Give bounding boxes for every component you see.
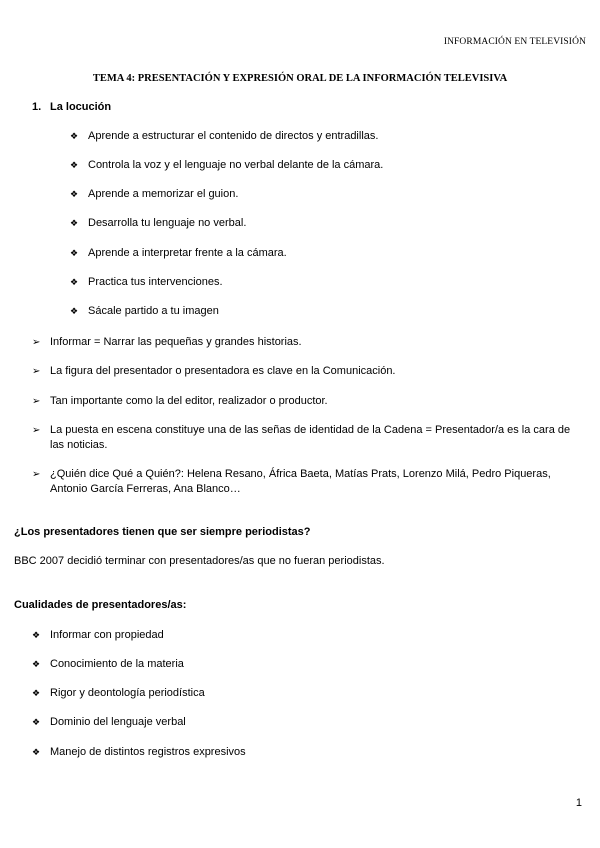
page-number: 1 [575,797,582,809]
qualities-heading: Cualidades de presentadores/as: [14,599,187,611]
list-item-text: Informar con propiedad [50,629,164,641]
arrow-item-text: ¿Quién dice Qué a Quién?: Helena Resano, África Baeta, Matías Prats, Lorenzo Milá, Pedro Piqueras, Antonio García Ferreras, Ana Blanco… [50,468,551,495]
arrow-bullet-icon: ➢ [32,337,41,348]
arrow-item-text: La figura del presentador o presentadora es clave en la Comunicación. [50,365,396,377]
diamond-bullet-icon: ❖ [70,160,79,170]
question-heading: ¿Los presentadores tienen que ser siempre periodistas? [14,526,311,538]
arrow-item-text: Informar = Narrar las pequeñas y grandes historias. [50,336,302,348]
arrow-list-item [32,364,580,379]
section-heading [32,101,111,113]
document-title: TEMA 4: PRESENTACIÓN Y EXPRESIÓN ORAL DE LA INFORMACIÓN TELEVISIVA [92,73,508,84]
arrow-bullet-icon: ➢ [32,396,41,407]
arrow-bullet-icon: ➢ [32,469,41,480]
diamond-bullet-icon: ❖ [70,248,79,258]
list-item-text: Dominio del lenguaje verbal [50,716,186,728]
arrow-list-item [32,335,580,350]
diamond-bullet-icon: ❖ [70,131,79,141]
arrow-list-item [32,394,580,409]
list-item-text: Conocimiento de la materia [50,658,184,670]
diamond-bullet-icon: ❖ [32,630,41,640]
question-text: BBC 2007 decidió terminar con presentadores/as que no fueran periodistas. [14,555,385,567]
arrow-list-item [32,467,580,497]
diamond-bullet-icon: ❖ [32,717,41,727]
diamond-bullet-icon: ❖ [70,306,79,316]
section-number: 1. [32,101,42,113]
list-item-text: Manejo de distintos registros expresivos [50,746,246,758]
diamond-bullet-icon: ❖ [70,218,79,228]
diamond-bullet-icon: ❖ [70,277,79,287]
arrow-bullet-icon: ➢ [32,425,41,436]
list-item-text: Aprende a interpretar frente a la cámara. [88,247,287,259]
arrow-item-text: Tan importante como la del editor, realizador o productor. [50,395,328,407]
list-item-text: Aprende a memorizar el guion. [88,188,239,200]
list-item-text: Aprende a estructurar el contenido de directos y entradillas. [88,130,379,142]
list-item-text: Desarrolla tu lenguaje no verbal. [88,217,247,229]
list-item-text: Sácale partido a tu imagen [88,305,219,317]
list-item-text: Practica tus intervenciones. [88,276,223,288]
arrow-item-text: La puesta en escena constituye una de las señas de identidad de la Cadena = Presentador/a es la cara de las noticias. [50,424,571,451]
diamond-bullet-icon: ❖ [32,688,41,698]
arrow-bullet-icon: ➢ [32,366,41,377]
diamond-bullet-icon: ❖ [70,189,79,199]
arrow-list-item [32,423,580,453]
list-item-text: Controla la voz y el lenguaje no verbal delante de la cámara. [88,159,384,171]
diamond-bullet-icon: ❖ [32,659,41,669]
diamond-bullet-icon: ❖ [32,747,41,757]
running-header: INFORMACIÓN EN TELEVISIÓN [443,37,586,47]
list-item-text: Rigor y deontología periodística [50,687,205,699]
section-heading-text: La locución [50,101,112,113]
